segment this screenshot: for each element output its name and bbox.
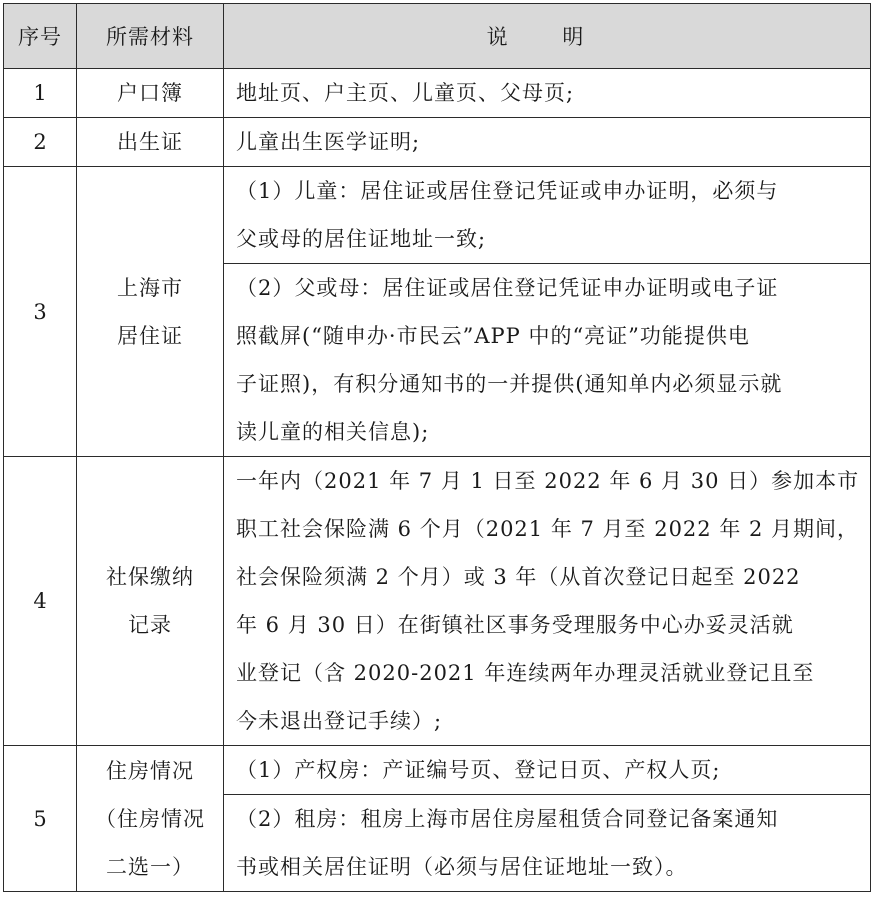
description-item-1: （1）儿童：居住证或居住登记凭证或申办证明，必须与 父或母的居住证地址一致; [224,167,871,264]
row-number: 5 [4,746,77,892]
description: 地址页、户主页、儿童页、父母页; [224,69,871,118]
table-row [4,69,871,118]
table-row [4,746,871,795]
header-no: 序号 [4,4,77,69]
material-name: 出生证 [77,118,224,167]
material-name: 社保缴纳 记录 [77,457,224,746]
row-number: 4 [4,457,77,746]
description-item-2: （2）父或母：居住证或居住登记凭证申办证明或电子证 照截屏(“随申办·市民云”APP 中的“亮证”功能提供电 子证照)，有积分通知书的一并提供(通知单内必须显示就 读儿童的相关信息); [224,264,871,457]
table-row [4,167,871,264]
row-number: 3 [4,167,77,457]
table-row [4,457,871,746]
row-number: 1 [4,69,77,118]
description: 儿童出生医学证明; [224,118,871,167]
material-name: 上海市 居住证 [77,167,224,457]
header-row [4,4,871,69]
header-material: 所需材料 [77,4,224,69]
description: 一年内（2021 年 7 月 1 日至 2022 年 6 月 30 日）参加本市 职工社会保险满 6 个月（2021 年 7 月至 2022 年 2 月期间， 社会保险须满 2 个月）或 3 年（从首次登记日起至 2022 年 6 月 30 日）在街镇社区事务受理服务中心办妥灵活就 业登记（含 2020-2021 年连续两年办理灵活就业登记且至 今未退出登记手续）; [224,457,871,746]
header-desc: 说 明 [224,4,871,69]
material-name: 户口簿 [77,69,224,118]
materials-table [3,3,871,892]
table-row [4,118,871,167]
row-number: 2 [4,118,77,167]
description-item-2: （2）租房：租房上海市居住房屋租赁合同登记备案通知 书或相关居住证明（必须与居住证地址一致）。 [224,795,871,892]
description-item-1: （1）产权房：产证编号页、登记日页、产权人页; [224,746,871,795]
material-name: 住房情况 （住房情况 二选一） [77,746,224,892]
